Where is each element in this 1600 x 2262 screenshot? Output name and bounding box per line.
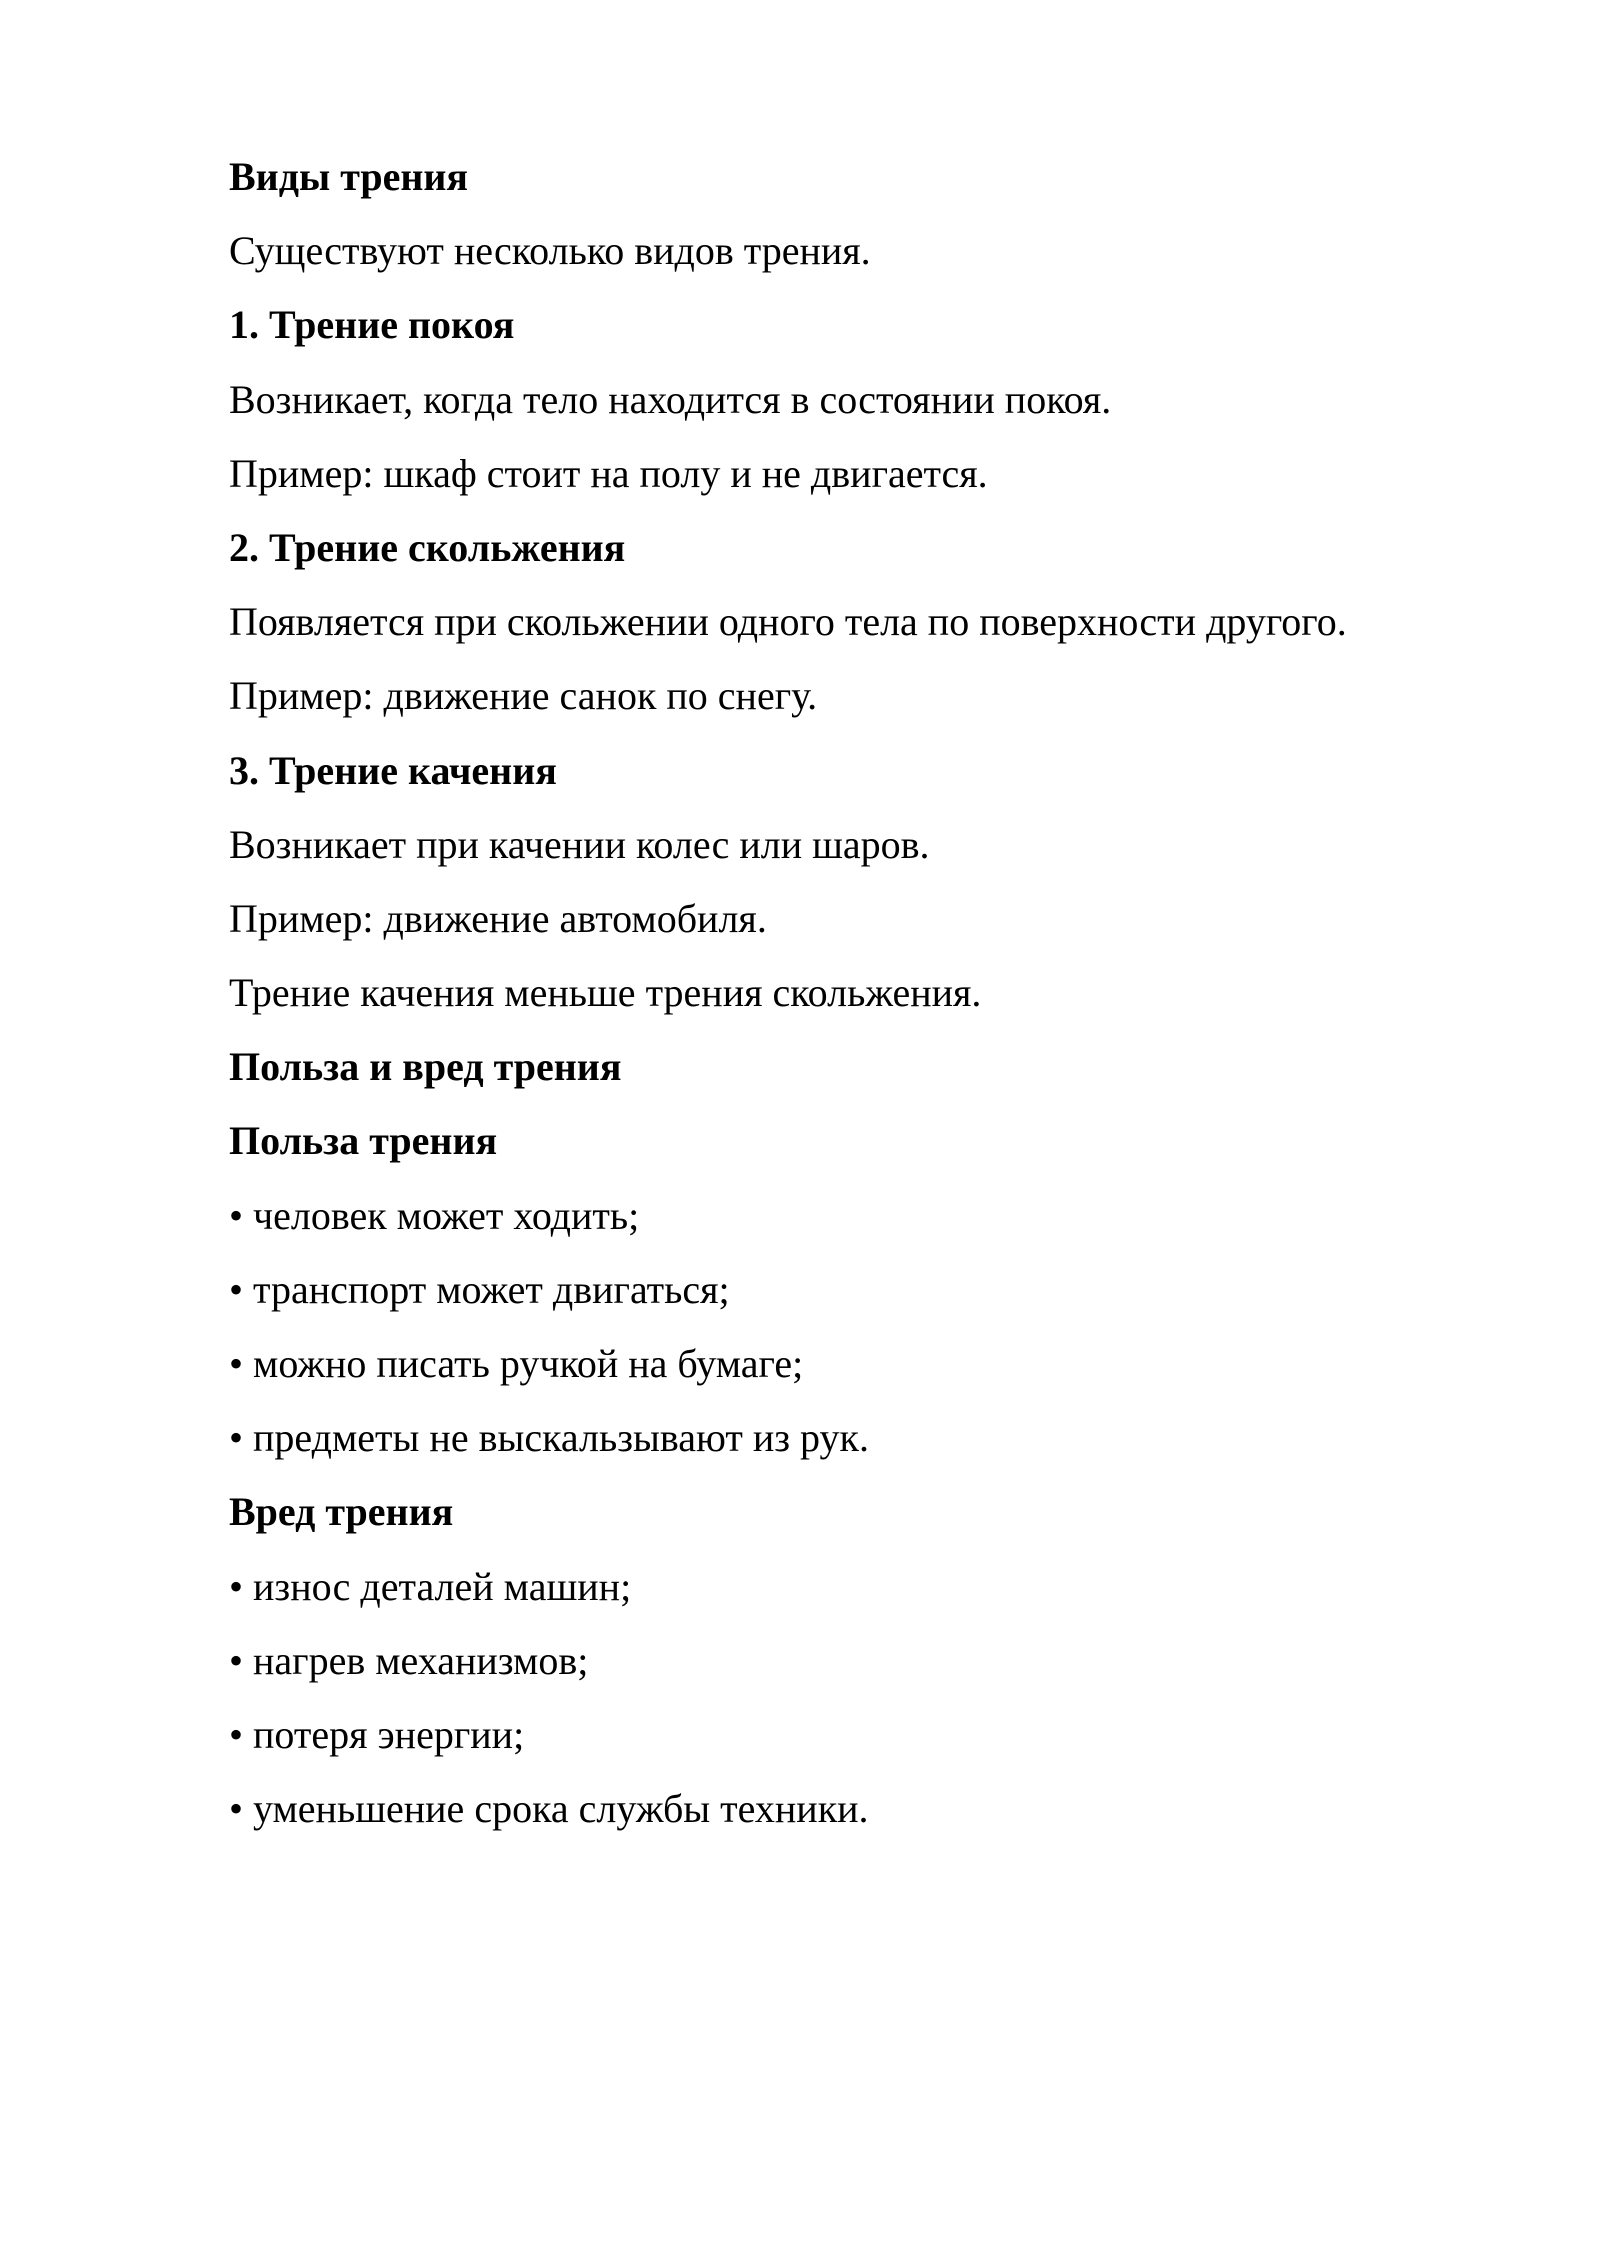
list-item-benefit: • транспорт может двигаться; bbox=[229, 1266, 730, 1312]
paragraph-static-example: Пример: шкаф стоит на полу и не двигается. bbox=[229, 450, 988, 496]
paragraph-static-desc: Возникает, когда тело находится в состоянии покоя. bbox=[229, 376, 1112, 422]
heading-types-of-friction: Виды трения bbox=[229, 154, 469, 199]
heading-sliding-friction: 2. Трение скольжения bbox=[229, 524, 626, 570]
paragraph-rolling-desc: Возникает при качении колес или шаров. bbox=[229, 821, 930, 867]
paragraph-rolling-example: Пример: движение автомобиля. bbox=[229, 895, 767, 941]
list-item-harm: • износ деталей машин; bbox=[229, 1563, 632, 1609]
list-item-benefit: • можно писать ручкой на бумаге; bbox=[229, 1341, 804, 1386]
list-item-harm: • потеря энергии; bbox=[229, 1711, 525, 1757]
heading-static-friction: 1. Трение покоя bbox=[229, 302, 515, 348]
paragraph-sliding-example: Пример: движение санок по снегу. bbox=[229, 673, 818, 719]
heading-benefit-and-harm: Польза и вред трения bbox=[229, 1044, 622, 1090]
list-item-harm: • уменьшение срока службы техники. bbox=[229, 1786, 869, 1832]
list-item-harm: • нагрев механизмов; bbox=[229, 1637, 589, 1683]
list-item-benefit: • предметы не выскальзывают из рук. bbox=[229, 1415, 869, 1461]
heading-harm: Вред трения bbox=[229, 1489, 454, 1535]
paragraph-sliding-desc: Появляется при скольжении одного тела по поверхности другого. bbox=[229, 599, 1347, 645]
list-item-benefit: • человек может ходить; bbox=[229, 1192, 640, 1238]
document-body bbox=[229, 146, 1529, 1852]
heading-benefit: Польза трения bbox=[229, 1118, 498, 1164]
paragraph-rolling-comparison: Трение качения меньше трения скольжения. bbox=[229, 970, 982, 1016]
heading-rolling-friction: 3. Трение качения bbox=[229, 747, 557, 793]
paragraph-intro: Существуют несколько видов трения. bbox=[229, 228, 871, 274]
